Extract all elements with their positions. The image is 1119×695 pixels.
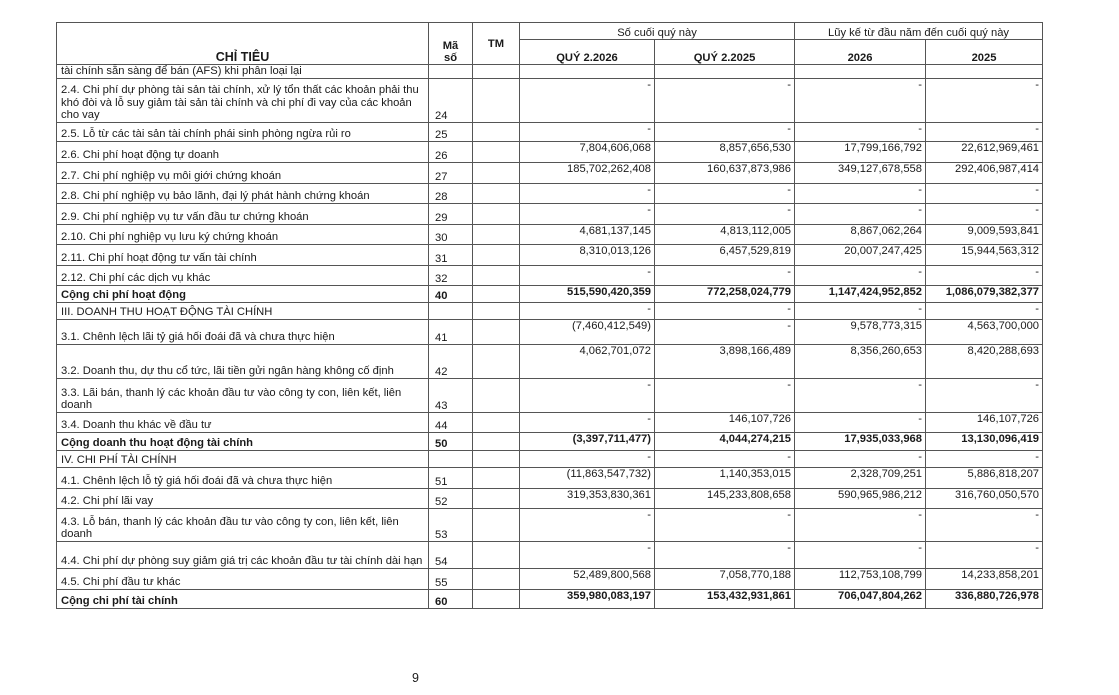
- row-item-label: Cộng chi phí tài chính: [57, 589, 429, 608]
- row-value-q2025: -: [655, 265, 795, 285]
- row-code: 44: [429, 412, 473, 432]
- row-tm: [473, 319, 520, 344]
- row-item-label: tài chính sẵn sàng để bán (AFS) khi phân loại lại: [57, 65, 429, 79]
- row-value-q2025: -: [655, 508, 795, 541]
- row-tm: [473, 541, 520, 568]
- row-value-q2025: -: [655, 378, 795, 412]
- row-value-q2025: 146,107,726: [655, 412, 795, 432]
- row-value-y2026: -: [795, 378, 926, 412]
- row-code: 50: [429, 432, 473, 450]
- table-row: [57, 589, 1043, 608]
- row-tm: [473, 344, 520, 378]
- row-tm: [473, 488, 520, 508]
- table-row: [57, 244, 1043, 265]
- row-value-q2025: -: [655, 122, 795, 141]
- row-item-label: IV. CHI PHÍ TÀI CHÍNH: [57, 450, 429, 467]
- row-value-y2025: 146,107,726: [926, 412, 1043, 432]
- row-tm: [473, 508, 520, 541]
- row-value-q2025: -: [655, 302, 795, 319]
- row-code: 27: [429, 162, 473, 183]
- row-code: 26: [429, 141, 473, 162]
- row-value-y2026: 112,753,108,799: [795, 568, 926, 589]
- row-value-y2026: 8,356,260,653: [795, 344, 926, 378]
- table-row: [57, 302, 1043, 319]
- row-value-q2026: -: [520, 508, 655, 541]
- row-item-label: 3.1. Chênh lệch lãi tỷ giá hối đoái đã và chưa thực hiện: [57, 319, 429, 344]
- row-value-y2025: -: [926, 183, 1043, 203]
- row-code: 40: [429, 285, 473, 302]
- row-code: 60: [429, 589, 473, 608]
- row-item-label: 2.4. Chi phí dự phòng tài sản tài chính, xử lý tổn thất các khoản phải thu khó đòi và lỗ suy giảm tài sản tài chính và chi phí đi vay của các khoản cho vay: [57, 78, 429, 122]
- row-value-q2026: 52,489,800,568: [520, 568, 655, 589]
- row-value-y2026: 20,007,247,425: [795, 244, 926, 265]
- row-value-q2026: (11,863,547,732): [520, 467, 655, 488]
- header-item: CHỈ TIÊU: [57, 23, 429, 65]
- table-row: [57, 78, 1043, 122]
- row-value-y2025: 9,009,593,841: [926, 224, 1043, 244]
- header-y2026: 2026: [795, 40, 926, 65]
- row-code: 30: [429, 224, 473, 244]
- row-value-y2026: 1,147,424,952,852: [795, 285, 926, 302]
- row-value-y2025: -: [926, 203, 1043, 224]
- header-tm: TM: [473, 23, 520, 65]
- row-value-y2026: 2,328,709,251: [795, 467, 926, 488]
- header-group-ytd: Lũy kế từ đầu năm đến cuối quý này: [795, 23, 1043, 40]
- row-value-q2025: -: [655, 450, 795, 467]
- financial-statement-table: [56, 22, 1043, 609]
- row-value-q2026: [520, 65, 655, 79]
- row-value-y2025: -: [926, 302, 1043, 319]
- header-code-line2: số: [443, 52, 458, 64]
- row-code: 52: [429, 488, 473, 508]
- row-value-y2025: -: [926, 541, 1043, 568]
- row-value-q2026: 7,804,606,068: [520, 141, 655, 162]
- row-tm: [473, 183, 520, 203]
- row-value-y2025: -: [926, 508, 1043, 541]
- table-row: [57, 488, 1043, 508]
- row-tm: [473, 265, 520, 285]
- row-item-label: 3.2. Doanh thu, dự thu cổ tức, lãi tiền gửi ngân hàng không cố định: [57, 344, 429, 378]
- row-item-label: 4.4. Chi phí dự phòng suy giảm giá trị các khoản đầu tư tài chính dài hạn: [57, 541, 429, 568]
- row-value-q2025: -: [655, 78, 795, 122]
- table-row: [57, 541, 1043, 568]
- row-value-y2026: 590,965,986,212: [795, 488, 926, 508]
- row-item-label: III. DOANH THU HOẠT ĐỘNG TÀI CHÍNH: [57, 302, 429, 319]
- row-value-q2026: 515,590,420,359: [520, 285, 655, 302]
- row-value-y2026: -: [795, 203, 926, 224]
- row-value-q2026: -: [520, 203, 655, 224]
- row-value-y2026: -: [795, 450, 926, 467]
- header-group-quarter: Số cuối quý này: [520, 23, 795, 40]
- row-item-label: 4.5. Chi phí đầu tư khác: [57, 568, 429, 589]
- row-code: 41: [429, 319, 473, 344]
- table-row: [57, 319, 1043, 344]
- row-code: 54: [429, 541, 473, 568]
- row-code: 31: [429, 244, 473, 265]
- row-code: 51: [429, 467, 473, 488]
- header-q2025: QUÝ 2.2025: [655, 40, 795, 65]
- row-value-q2025: 1,140,353,015: [655, 467, 795, 488]
- row-tm: [473, 589, 520, 608]
- row-tm: [473, 203, 520, 224]
- row-item-label: 4.2. Chi phí lãi vay: [57, 488, 429, 508]
- table-body: [57, 65, 1043, 609]
- row-tm: [473, 244, 520, 265]
- row-value-q2025: -: [655, 319, 795, 344]
- row-value-y2025: 4,563,700,000: [926, 319, 1043, 344]
- table-row: [57, 65, 1043, 79]
- table-row: [57, 412, 1043, 432]
- row-item-label: 2.8. Chi phí nghiệp vụ bảo lãnh, đại lý phát hành chứng khoán: [57, 183, 429, 203]
- header-code-line1: Mã: [442, 40, 459, 52]
- row-value-q2025: 8,857,656,530: [655, 141, 795, 162]
- table-row: [57, 508, 1043, 541]
- row-value-q2026: 319,353,830,361: [520, 488, 655, 508]
- row-value-y2025: 22,612,969,461: [926, 141, 1043, 162]
- row-item-label: 2.7. Chi phí nghiệp vụ môi giới chứng khoán: [57, 162, 429, 183]
- row-tm: [473, 65, 520, 79]
- row-value-q2026: -: [520, 265, 655, 285]
- row-tm: [473, 467, 520, 488]
- row-tm: [473, 412, 520, 432]
- row-code: 42: [429, 344, 473, 378]
- row-value-y2026: 17,799,166,792: [795, 141, 926, 162]
- row-value-y2025: 8,420,288,693: [926, 344, 1043, 378]
- row-code: 32: [429, 265, 473, 285]
- row-tm: [473, 224, 520, 244]
- row-value-y2026: -: [795, 265, 926, 285]
- row-value-y2025: 13,130,096,419: [926, 432, 1043, 450]
- row-value-y2026: -: [795, 541, 926, 568]
- row-value-q2026: -: [520, 302, 655, 319]
- row-item-label: 4.1. Chênh lệch lỗ tỷ giá hối đoái đã và chưa thực hiện: [57, 467, 429, 488]
- row-value-q2026: -: [520, 183, 655, 203]
- row-value-q2026: (3,397,711,477): [520, 432, 655, 450]
- row-value-q2025: 772,258,024,779: [655, 285, 795, 302]
- row-value-q2025: 3,898,166,489: [655, 344, 795, 378]
- row-value-y2025: 316,760,050,570: [926, 488, 1043, 508]
- table-row: [57, 568, 1043, 589]
- row-value-y2025: 1,086,079,382,377: [926, 285, 1043, 302]
- row-value-y2025: 292,406,987,414: [926, 162, 1043, 183]
- table-row: [57, 265, 1043, 285]
- row-value-q2026: -: [520, 412, 655, 432]
- row-code: 25: [429, 122, 473, 141]
- page-number: 9: [412, 671, 419, 685]
- row-value-y2026: 706,047,804,262: [795, 589, 926, 608]
- row-value-y2026: -: [795, 78, 926, 122]
- row-item-label: 3.3. Lãi bán, thanh lý các khoản đầu tư vào công ty con, liên kết, liên doanh: [57, 378, 429, 412]
- row-value-y2026: -: [795, 122, 926, 141]
- row-value-q2026: -: [520, 450, 655, 467]
- row-value-y2026: [795, 65, 926, 79]
- row-value-y2025: 336,880,726,978: [926, 589, 1043, 608]
- row-code: 53: [429, 508, 473, 541]
- table-row: [57, 285, 1043, 302]
- row-code: 28: [429, 183, 473, 203]
- row-value-y2025: 14,233,858,201: [926, 568, 1043, 589]
- row-code: [429, 450, 473, 467]
- row-value-q2025: [655, 65, 795, 79]
- table-row: [57, 450, 1043, 467]
- row-item-label: 2.5. Lỗ từ các tài sản tài chính phái sinh phòng ngừa rủi ro: [57, 122, 429, 141]
- row-item-label: Cộng chi phí hoạt động: [57, 285, 429, 302]
- table-row: [57, 467, 1043, 488]
- row-value-q2025: 6,457,529,819: [655, 244, 795, 265]
- row-value-q2026: 4,681,137,145: [520, 224, 655, 244]
- row-tm: [473, 302, 520, 319]
- table-row: [57, 122, 1043, 141]
- table-row: [57, 162, 1043, 183]
- row-item-label: 2.6. Chi phí hoạt động tự doanh: [57, 141, 429, 162]
- row-value-y2026: -: [795, 412, 926, 432]
- row-code: [429, 65, 473, 79]
- table-row: [57, 183, 1043, 203]
- row-code: 43: [429, 378, 473, 412]
- row-value-y2025: 15,944,563,312: [926, 244, 1043, 265]
- row-value-q2026: (7,460,412,549): [520, 319, 655, 344]
- row-value-q2025: 4,044,274,215: [655, 432, 795, 450]
- table-row: [57, 344, 1043, 378]
- row-value-y2025: -: [926, 265, 1043, 285]
- row-value-y2026: -: [795, 508, 926, 541]
- table-row: [57, 432, 1043, 450]
- row-tm: [473, 285, 520, 302]
- row-value-y2026: 8,867,062,264: [795, 224, 926, 244]
- table-row: [57, 203, 1043, 224]
- row-value-q2026: 185,702,262,408: [520, 162, 655, 183]
- row-tm: [473, 78, 520, 122]
- table-row: [57, 224, 1043, 244]
- row-value-q2026: 359,980,083,197: [520, 589, 655, 608]
- row-value-q2025: 4,813,112,005: [655, 224, 795, 244]
- row-value-q2025: -: [655, 183, 795, 203]
- row-value-y2025: [926, 65, 1043, 79]
- row-item-label: 2.9. Chi phí nghiệp vụ tư vấn đầu tư chứng khoán: [57, 203, 429, 224]
- row-item-label: 2.11. Chi phí hoạt động tư vấn tài chính: [57, 244, 429, 265]
- row-item-label: 4.3. Lỗ bán, thanh lý các khoản đầu tư vào công ty con, liên kết, liên doanh: [57, 508, 429, 541]
- row-value-y2026: 349,127,678,558: [795, 162, 926, 183]
- row-item-label: 2.10. Chi phí nghiệp vụ lưu ký chứng khoán: [57, 224, 429, 244]
- row-value-q2025: -: [655, 541, 795, 568]
- row-value-q2026: -: [520, 541, 655, 568]
- row-value-q2025: -: [655, 203, 795, 224]
- row-value-y2025: -: [926, 450, 1043, 467]
- row-value-q2026: -: [520, 122, 655, 141]
- row-value-q2025: 160,637,873,986: [655, 162, 795, 183]
- header-y2025: 2025: [926, 40, 1043, 65]
- row-value-y2025: -: [926, 122, 1043, 141]
- table-row: [57, 378, 1043, 412]
- row-value-y2025: -: [926, 78, 1043, 122]
- row-item-label: 3.4. Doanh thu khác về đầu tư: [57, 412, 429, 432]
- row-value-q2026: -: [520, 378, 655, 412]
- table-row: [57, 141, 1043, 162]
- row-value-q2025: 145,233,808,658: [655, 488, 795, 508]
- row-tm: [473, 450, 520, 467]
- row-value-y2025: -: [926, 378, 1043, 412]
- row-tm: [473, 378, 520, 412]
- row-tm: [473, 568, 520, 589]
- row-value-q2026: -: [520, 78, 655, 122]
- row-value-y2026: -: [795, 302, 926, 319]
- row-value-y2026: 9,578,773,315: [795, 319, 926, 344]
- row-value-y2026: -: [795, 183, 926, 203]
- row-code: [429, 302, 473, 319]
- header-code: [429, 23, 473, 65]
- row-tm: [473, 122, 520, 141]
- row-value-q2025: 153,432,931,861: [655, 589, 795, 608]
- row-code: 24: [429, 78, 473, 122]
- row-value-y2026: 17,935,033,968: [795, 432, 926, 450]
- row-value-q2026: 8,310,013,126: [520, 244, 655, 265]
- header-q2026: QUÝ 2.2026: [520, 40, 655, 65]
- row-code: 29: [429, 203, 473, 224]
- row-tm: [473, 162, 520, 183]
- row-tm: [473, 432, 520, 450]
- row-item-label: Cộng doanh thu hoạt động tài chính: [57, 432, 429, 450]
- row-code: 55: [429, 568, 473, 589]
- row-item-label: 2.12. Chi phí các dịch vụ khác: [57, 265, 429, 285]
- row-value-y2025: 5,886,818,207: [926, 467, 1043, 488]
- row-value-q2026: 4,062,701,072: [520, 344, 655, 378]
- row-value-q2025: 7,058,770,188: [655, 568, 795, 589]
- row-tm: [473, 141, 520, 162]
